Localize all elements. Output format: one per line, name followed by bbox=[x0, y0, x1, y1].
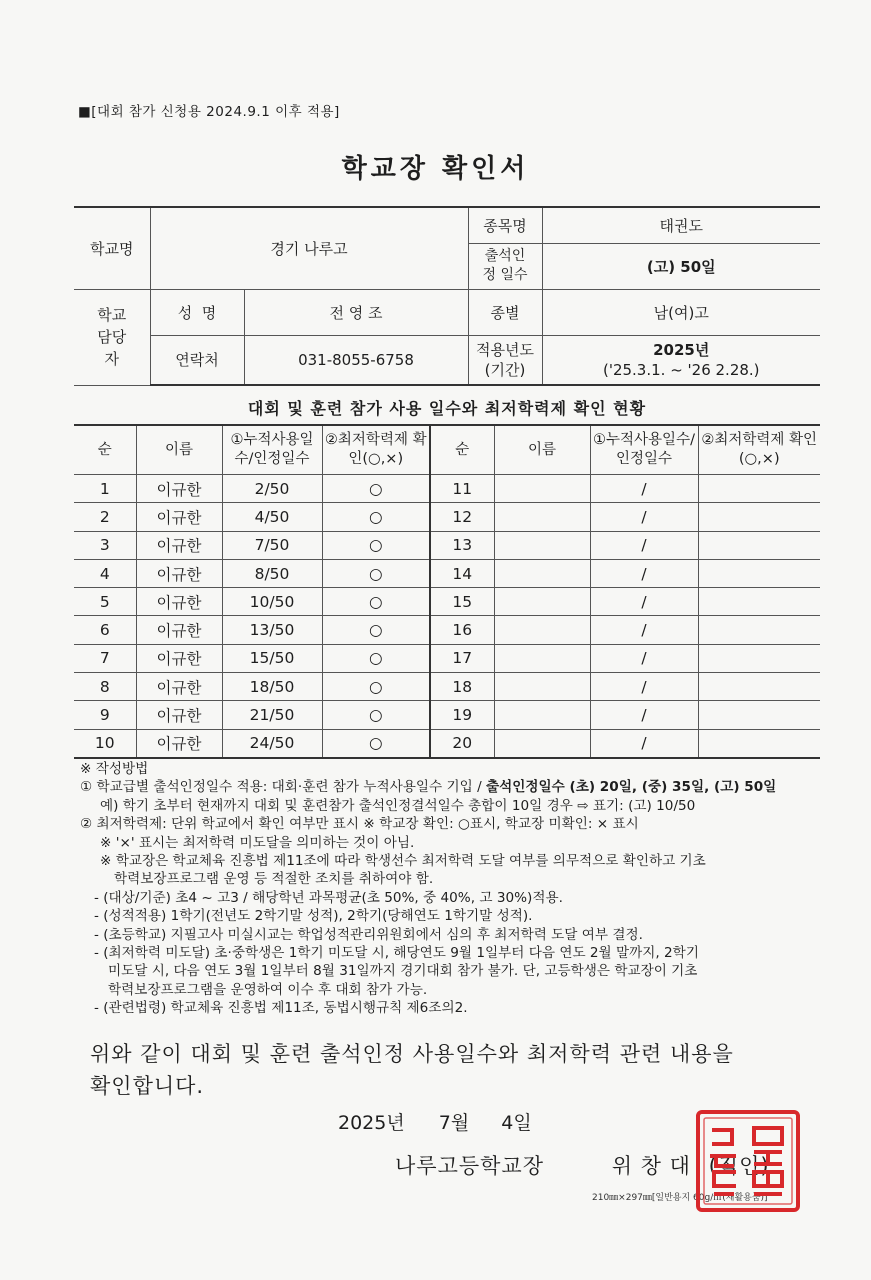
row-name: 이규한 bbox=[136, 559, 222, 587]
year-cell bbox=[542, 335, 820, 385]
row-mark-2 bbox=[698, 588, 820, 616]
row-no: 8 bbox=[74, 673, 136, 701]
attendance-days-value: (고) 50일 bbox=[542, 243, 820, 289]
row-name: 이규한 bbox=[136, 503, 222, 531]
table-row bbox=[74, 559, 820, 587]
seal-glyphs bbox=[712, 1128, 782, 1194]
row-name-2 bbox=[494, 644, 590, 672]
detail-unmet: - (최저학력 미도달) 초·중학생은 1학기 미도달 시, 해당연도 9월 1일부터 다음 연도 2월 말까지, 2학기 bbox=[94, 945, 699, 962]
row-days-2: / bbox=[590, 729, 698, 758]
attendance-days-label: 출석인정 일수 bbox=[468, 243, 542, 289]
row-name-2 bbox=[494, 531, 590, 559]
table-row bbox=[74, 588, 820, 616]
school-name-label: 학교명 bbox=[74, 207, 150, 289]
manager-name-value: 전 영 조 bbox=[244, 289, 468, 335]
row-mark: ○ bbox=[322, 729, 430, 758]
status-subtitle: 대회 및 훈련 참가 사용 일수와 최저학력제 확인 현황 bbox=[247, 399, 647, 418]
detail-law: - (관련법령) 학교체육 진흥법 제11조, 동법시행규칙 제6조의2. bbox=[94, 1000, 468, 1017]
note-2-law-cont: 학력보장프로그램 운영 등 적절한 조치를 취하여야 함. bbox=[114, 871, 434, 888]
row-no-2: 13 bbox=[430, 531, 494, 559]
confirmation-line-1: 위와 같이 대회 및 훈련 출석인정 사용일수와 최저학력 관련 내용을 bbox=[90, 1042, 734, 1066]
row-no: 4 bbox=[74, 559, 136, 587]
row-name-2 bbox=[494, 701, 590, 729]
row-days: 7/50 bbox=[222, 531, 322, 559]
row-no-2: 20 bbox=[430, 729, 494, 758]
table-row bbox=[74, 644, 820, 672]
note-2-x: ※ '×' 표시는 최저학력 미도달을 의미하는 것이 아님. bbox=[100, 834, 415, 851]
official-seal-stamp bbox=[694, 1108, 802, 1214]
row-mark-2 bbox=[698, 503, 820, 531]
gender-value: 남(여)고 bbox=[542, 289, 820, 335]
row-mark: ○ bbox=[322, 475, 430, 503]
col-no: 순 bbox=[74, 425, 136, 475]
row-mark-2 bbox=[698, 531, 820, 559]
detail-unmet-cont1: 미도달 시, 다음 연도 3월 1일부터 8월 31일까지 경기대회 참가 불가. 단, 고등학생은 학교장이 기초 bbox=[108, 963, 698, 980]
detail-target: - (대상/기준) 초4 ~ 고3 / 해당학년 과목평균(초 50%, 중 40%, 고 30%)적용. bbox=[94, 889, 563, 906]
col-name: 이름 bbox=[136, 425, 222, 475]
confirmation-line-2: 확인합니다. bbox=[90, 1074, 205, 1098]
row-name: 이규한 bbox=[136, 616, 222, 644]
row-no-2: 19 bbox=[430, 701, 494, 729]
row-name: 이규한 bbox=[136, 729, 222, 758]
row-days: 2/50 bbox=[222, 475, 322, 503]
col-days-2: ①누적사용일수/인정일수 bbox=[590, 425, 698, 475]
row-no-2: 12 bbox=[430, 503, 494, 531]
table-row bbox=[74, 475, 820, 503]
row-name: 이규한 bbox=[136, 673, 222, 701]
row-mark: ○ bbox=[322, 616, 430, 644]
row-days: 10/50 bbox=[222, 588, 322, 616]
row-mark: ○ bbox=[322, 644, 430, 672]
row-mark: ○ bbox=[322, 503, 430, 531]
row-days-2: / bbox=[590, 644, 698, 672]
row-name: 이규한 bbox=[136, 701, 222, 729]
row-name-2 bbox=[494, 673, 590, 701]
row-mark: ○ bbox=[322, 559, 430, 587]
row-no-2: 16 bbox=[430, 616, 494, 644]
row-name: 이규한 bbox=[136, 475, 222, 503]
table-row bbox=[74, 531, 820, 559]
notes-heading: ※ 작성방법 bbox=[80, 761, 149, 777]
row-no-2: 15 bbox=[430, 588, 494, 616]
row-no: 6 bbox=[74, 616, 136, 644]
row-name-2 bbox=[494, 559, 590, 587]
col-no-2: 순 bbox=[430, 425, 494, 475]
school-info-table bbox=[74, 206, 820, 386]
row-mark-2 bbox=[698, 559, 820, 587]
date-month: 7월 bbox=[438, 1112, 470, 1134]
row-no-2: 11 bbox=[430, 475, 494, 503]
signer-seal-label: (직인) bbox=[708, 1154, 770, 1178]
row-days-2: / bbox=[590, 531, 698, 559]
event-label: 종목명 bbox=[468, 207, 542, 243]
row-no: 3 bbox=[74, 531, 136, 559]
row-mark: ○ bbox=[322, 701, 430, 729]
row-days-2: / bbox=[590, 588, 698, 616]
gender-label: 종별 bbox=[468, 289, 542, 335]
period-value: ('25.3.1. ~ '26 2.28.) bbox=[602, 360, 760, 379]
table-row bbox=[74, 701, 820, 729]
table-row bbox=[74, 729, 820, 758]
confirmation-statement bbox=[90, 1038, 734, 1102]
row-no: 1 bbox=[74, 475, 136, 503]
row-days: 24/50 bbox=[222, 729, 322, 758]
row-no-2: 18 bbox=[430, 673, 494, 701]
date-year: 2025년 bbox=[338, 1112, 405, 1134]
note-1-text: ① 학교급별 출석인정일수 적용: 대회·훈련 참가 누적사용일수 기입 / bbox=[80, 779, 486, 796]
row-days: 18/50 bbox=[222, 673, 322, 701]
row-days: 4/50 bbox=[222, 503, 322, 531]
row-mark-2 bbox=[698, 673, 820, 701]
detail-grades: - (성적적용) 1학기(전년도 2학기말 성적), 2학기(당해연도 1학기말 성적). bbox=[94, 908, 533, 925]
row-days-2: / bbox=[590, 475, 698, 503]
manager-name-label: 성 명 bbox=[150, 289, 244, 335]
note-1-example: 예) 학기 초부터 현재까지 대회 및 훈련참가 출석인정결석일수 총합이 10일 경우 ⇨ 표기: (고) 10/50 bbox=[100, 797, 696, 814]
row-mark-2 bbox=[698, 644, 820, 672]
col-minimum-2: ②최저학력제 확인(○,×) bbox=[698, 425, 820, 475]
paper-spec-footer: 210㎜×297㎜[일반용지 60g/㎡(재활용품)] bbox=[592, 1193, 768, 1203]
instructions bbox=[80, 760, 820, 1018]
row-no: 5 bbox=[74, 588, 136, 616]
manager-label: 학교 담당자 bbox=[74, 289, 150, 385]
row-name: 이규한 bbox=[136, 644, 222, 672]
row-mark-2 bbox=[698, 701, 820, 729]
table-row bbox=[74, 673, 820, 701]
col-name-2: 이름 bbox=[494, 425, 590, 475]
row-days-2: / bbox=[590, 673, 698, 701]
year-value: 2025년 bbox=[653, 340, 710, 359]
event-value: 태권도 bbox=[542, 207, 820, 243]
row-name: 이규한 bbox=[136, 588, 222, 616]
detail-elementary: - (초등학교) 지필고사 미실시교는 학업성적관리위원회에서 심의 후 최저학력 도달 여부 결정. bbox=[94, 926, 643, 943]
row-mark: ○ bbox=[322, 531, 430, 559]
school-name-value: 경기 나루고 bbox=[150, 207, 468, 289]
signing-date bbox=[338, 1108, 532, 1135]
row-days-2: / bbox=[590, 503, 698, 531]
document-title: 학교장 확인서 bbox=[341, 154, 530, 184]
row-no-2: 17 bbox=[430, 644, 494, 672]
row-days: 13/50 bbox=[222, 616, 322, 644]
note-1-bold: 출석인정일수 (초) 20일, (중) 35일, (고) 50일 bbox=[485, 779, 777, 796]
athlete-status-table bbox=[74, 424, 820, 759]
row-no: 7 bbox=[74, 644, 136, 672]
signer-school: 나루고등학교장 bbox=[395, 1154, 545, 1178]
contact-label: 연락처 bbox=[150, 335, 244, 385]
row-days: 21/50 bbox=[222, 701, 322, 729]
row-mark-2 bbox=[698, 616, 820, 644]
row-days-2: / bbox=[590, 701, 698, 729]
signer-name: 위 창 대 bbox=[611, 1154, 691, 1178]
row-mark-2 bbox=[698, 729, 820, 758]
row-mark: ○ bbox=[322, 588, 430, 616]
note-2: ② 최저학력제: 단위 학교에서 확인 여부만 표시 ※ 학교장 확인: ○표시, 학교장 미확인: × 표시 bbox=[80, 816, 639, 833]
row-no: 2 bbox=[74, 503, 136, 531]
row-name: 이규한 bbox=[136, 531, 222, 559]
year-label: 적용년도 (기간) bbox=[468, 335, 542, 385]
note-1 bbox=[80, 778, 820, 796]
col-minimum: ②최저학력제 확인(○,×) bbox=[322, 425, 430, 475]
row-days: 8/50 bbox=[222, 559, 322, 587]
row-no: 10 bbox=[74, 729, 136, 758]
row-name-2 bbox=[494, 729, 590, 758]
row-mark: ○ bbox=[322, 673, 430, 701]
row-name-2 bbox=[494, 503, 590, 531]
contact-value: 031-8055-6758 bbox=[244, 335, 468, 385]
detail-unmet-cont2: 학력보장프로그램을 운영하여 이수 후 대회 참가 가능. bbox=[108, 981, 428, 998]
table-row bbox=[74, 616, 820, 644]
row-mark-2 bbox=[698, 475, 820, 503]
row-name-2 bbox=[494, 616, 590, 644]
row-days-2: / bbox=[590, 616, 698, 644]
date-day: 4일 bbox=[501, 1112, 532, 1134]
row-no-2: 14 bbox=[430, 559, 494, 587]
row-days: 15/50 bbox=[222, 644, 322, 672]
row-name-2 bbox=[494, 588, 590, 616]
table-row bbox=[74, 503, 820, 531]
row-no: 9 bbox=[74, 701, 136, 729]
col-days: ①누적사용일수/인정일수 bbox=[222, 425, 322, 475]
header-note: ■[대회 참가 신청용 2024.9.1 이후 적용] bbox=[78, 104, 340, 120]
row-name-2 bbox=[494, 475, 590, 503]
note-2-law: ※ 학교장은 학교체육 진흥법 제11조에 따라 학생선수 최저학력 도달 여부를 의무적으로 확인하고 기초 bbox=[100, 853, 706, 870]
row-days-2: / bbox=[590, 559, 698, 587]
